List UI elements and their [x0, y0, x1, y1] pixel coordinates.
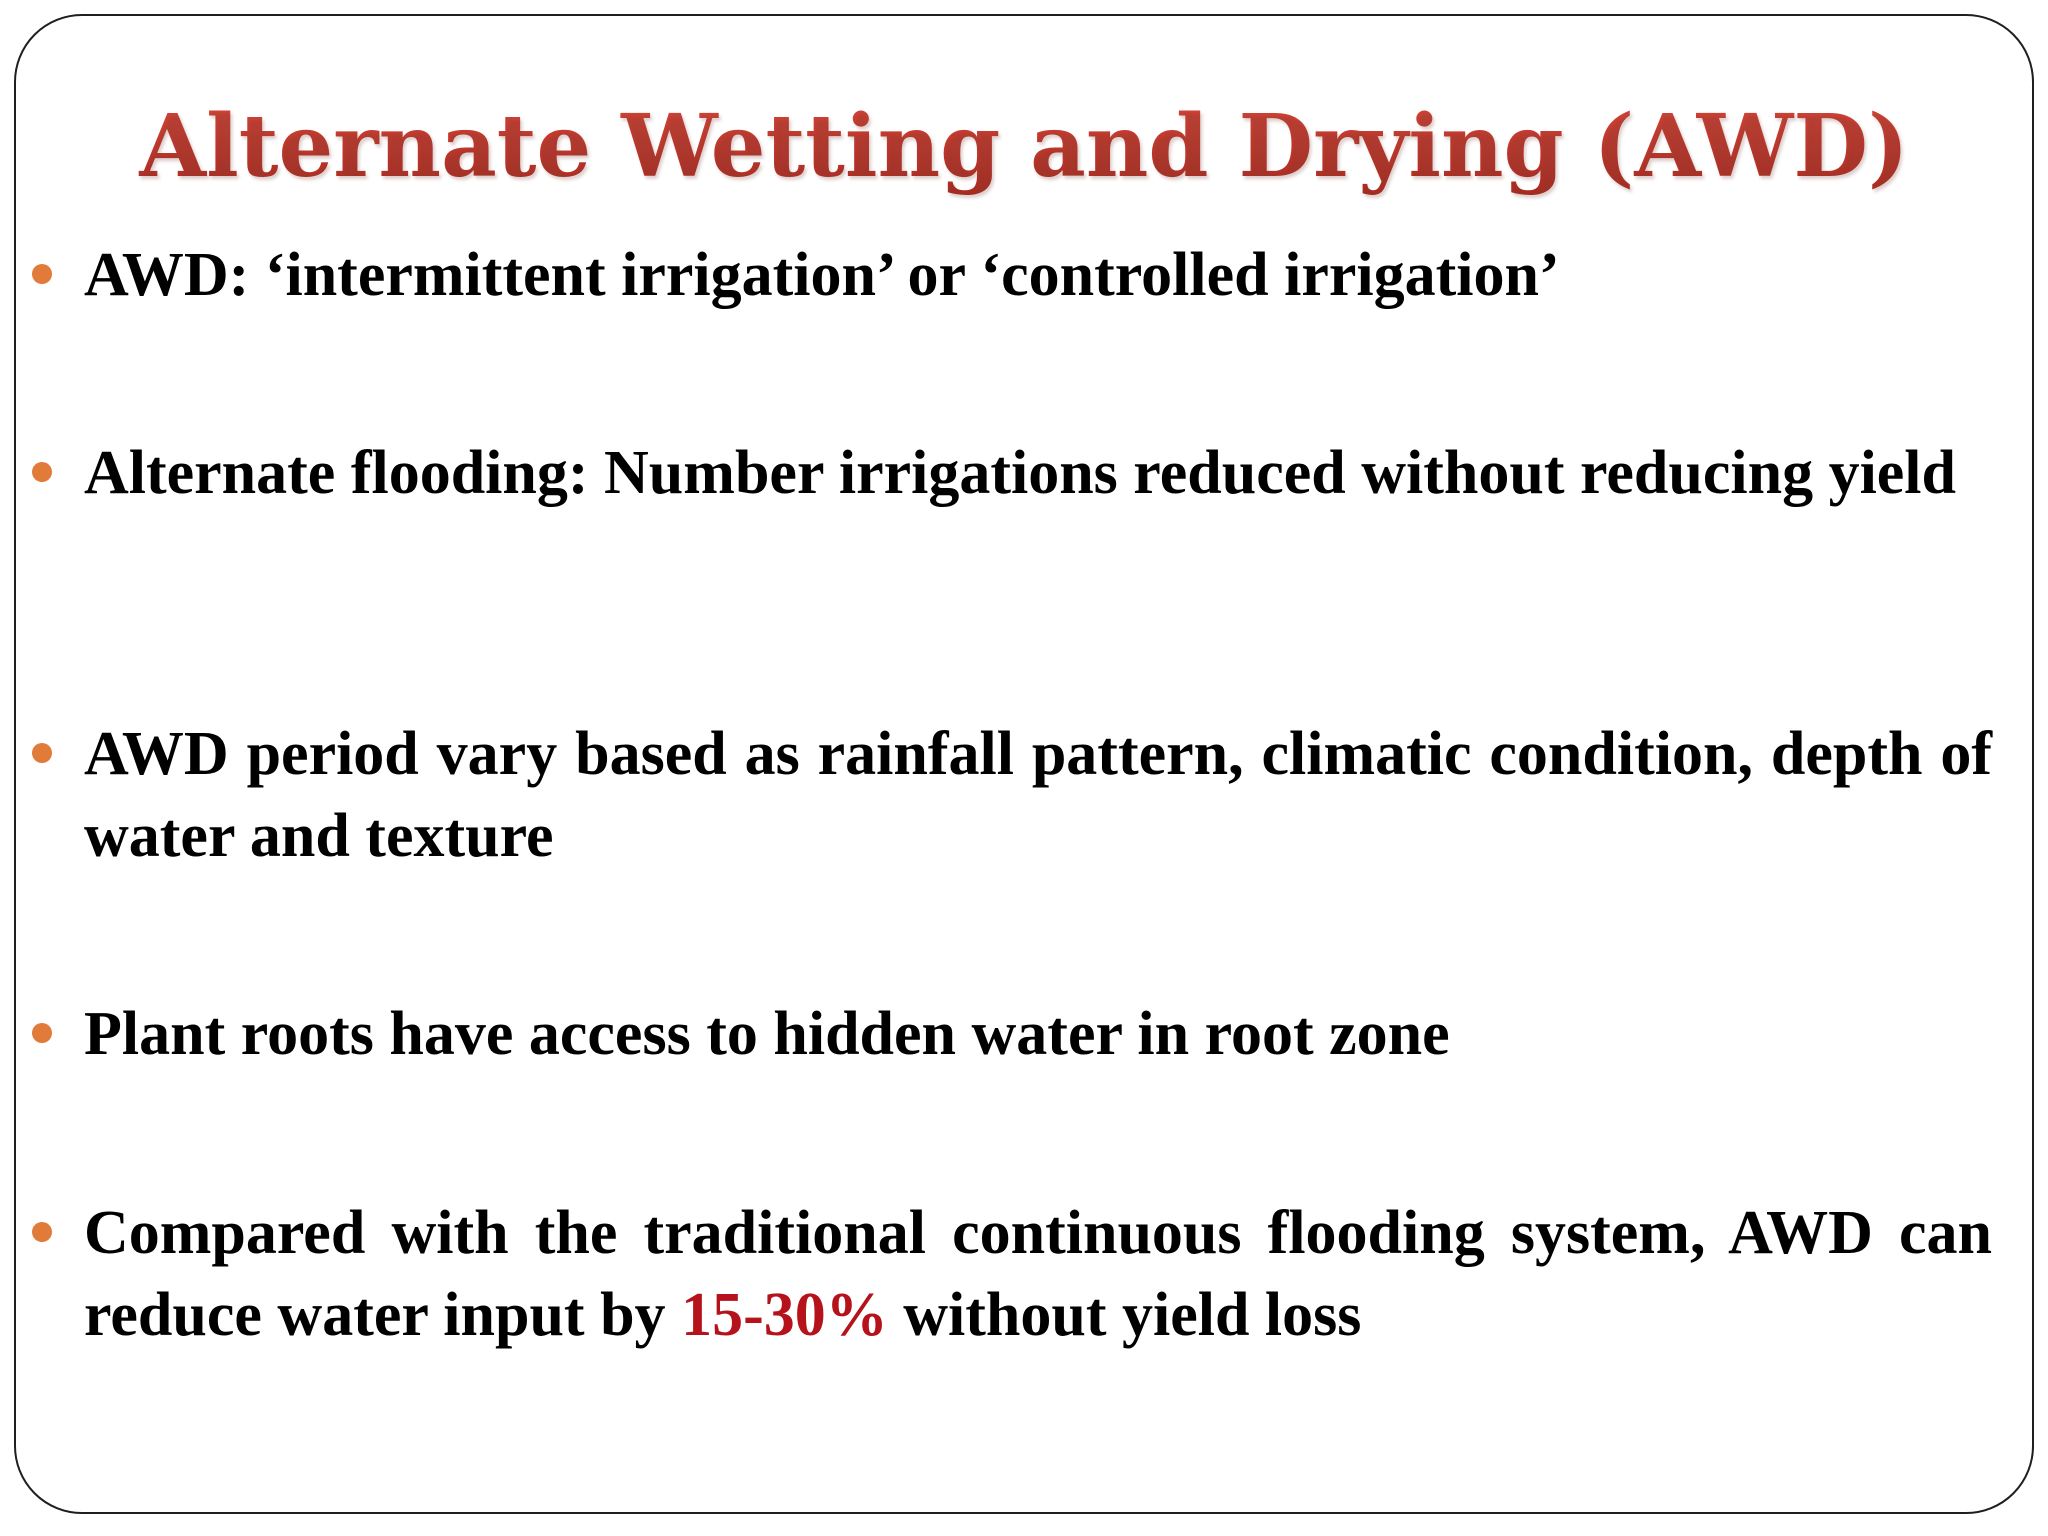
bullet-text: Plant roots have access to hidden water in root zone [84, 1000, 1450, 1068]
bullet-dot-icon [32, 264, 52, 284]
slide-title: Alternate Wetting and Drying (AWD) [0, 92, 2048, 202]
bullet-text-after: without yield loss [887, 1281, 1362, 1349]
bullet-item-plant-roots [84, 993, 1992, 1075]
bullet-dot-icon [32, 1023, 52, 1043]
bullet-text-before: Compared with the traditional continuous flooding system, AWD can reduce water input by [84, 1199, 1992, 1349]
bullet-item-awd-definition [84, 234, 1992, 316]
bullet-dot-icon [32, 1222, 52, 1242]
bullet-item-water-reduction [84, 1192, 1992, 1356]
bullet-text: Alternate flooding: Number irrigations reduced without reducing yield [84, 439, 1957, 507]
bullet-item-alternate-flooding [84, 432, 1992, 514]
highlight-percentage: 15-30% [681, 1281, 888, 1349]
bullet-item-awd-period [84, 713, 1992, 877]
bullet-dot-icon [32, 462, 52, 482]
bullet-dot-icon [32, 743, 52, 763]
bullet-text: AWD period vary based as rainfall pattern, climatic condition, depth of water and texture [84, 720, 1992, 870]
bullet-text: AWD: ‘intermittent irrigation’ or ‘controlled irrigation’ [84, 241, 1560, 309]
